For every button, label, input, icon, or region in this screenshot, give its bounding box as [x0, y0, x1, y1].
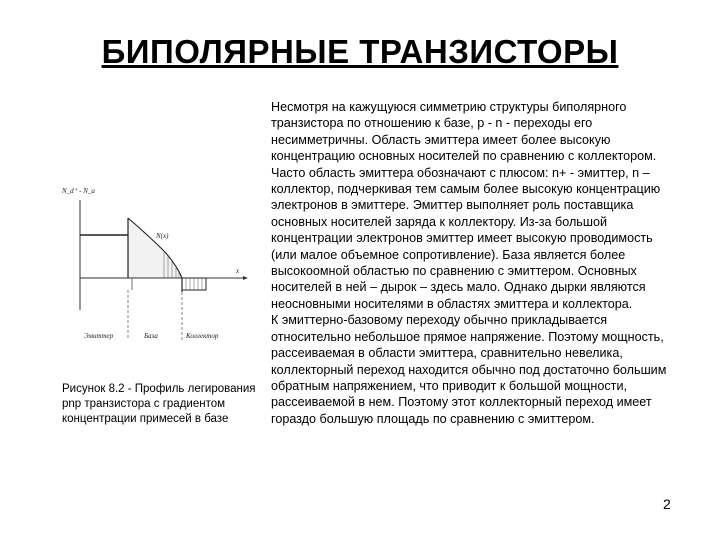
page-number: 2 — [663, 496, 671, 512]
region-collector-label: Коллектор — [186, 332, 219, 340]
x-axis-arrow — [243, 276, 248, 280]
y-axis-label: N_d⁺ - N_a — [62, 187, 95, 195]
body-paragraph-2: К эмиттерно-базовому переходу обычно прикладывается относительно небольшое прямое напряжение. Поэтому мощность, рассеиваемая в области эмиттера, сравнительно невелика, коллекторный переход находится обычно под достаточно большим обратным напряжением, что приводит к большой мощности, рассеиваемой в нем. Поэтому этот коллекторный переход имеет гораздо большую площадь по сравнению с эмиттером. — [271, 313, 667, 426]
body-paragraph-1: Несмотря на кажущуюся симметрию структуры биполярного транзистора по отношению к базе, p - n - переходы его несимметричны. Область эмиттера имеет более высокую концентрацию основных носителей по сравнению с коллектором. Часто область эмиттера обозначают с плюсом: n+ - эмиттер, n – коллектор, подчеркивая тем самым более высокую концентрацию электронов в эмиттере. Эмиттер выполняет роль поставщика основных носителей заряда к коллектору. Из-за большой концентрации электронов эмиттер имеет высокую проводимость (или малое объемное сопротивление). База является более высокоомной областью по сравнению с эмиттером. Основных носителей в ней – дырок – здесь мало. Однако дырки являются неосновными носителями в областях эмиттера и коллектора. — [271, 100, 661, 311]
region-base-label: База — [144, 332, 158, 340]
collector-hatching — [186, 278, 202, 290]
figure-caption: Рисунок 8.2 - Профиль легирования pnp транзистора с градиентом концентрации примесей в базе — [62, 383, 256, 425]
slide-title: БИПОЛЯРНЫЕ ТРАНЗИСТОРЫ — [101, 33, 619, 70]
doping-profile-figure — [60, 180, 260, 350]
emitter-doping — [80, 235, 128, 278]
body-text — [271, 99, 671, 427]
curve-label: N(x) — [156, 232, 169, 240]
region-emitter-label: Эмиттер — [84, 332, 114, 340]
base-doping-fill — [128, 218, 182, 278]
x-axis-label: x — [236, 267, 240, 275]
doping-profile-diagram — [60, 180, 260, 350]
